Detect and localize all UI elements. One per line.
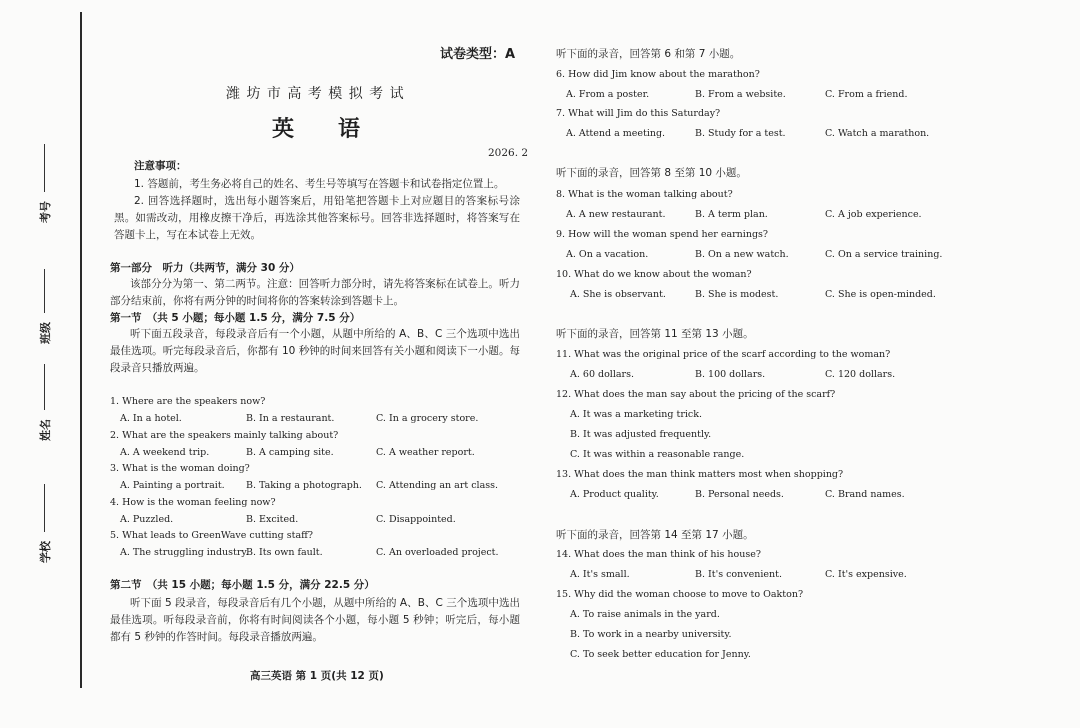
q12-option-a: A. It was a marketing trick. xyxy=(570,409,703,420)
question-15: 15. Why did the woman choose to move to Oakton? xyxy=(556,589,804,600)
part1-intro: 该部分分为第一、第二两节。注意：回答听力部分时，请先将答案标在试卷上。听力部分结束前，你将有两分钟的时间将你的答案转涂到答题卡上。 xyxy=(110,278,520,307)
q3-option-b: B. Taking a photograph. xyxy=(246,480,362,491)
question-1: 1. Where are the speakers now? xyxy=(110,396,266,407)
q15-option-c: C. To seek better education for Jenny. xyxy=(570,649,751,660)
q3-option-a: A. Painting a portrait. xyxy=(120,480,225,491)
side-label-kaohao: 考号 xyxy=(39,201,52,223)
question-10: 10. What do we know about the woman? xyxy=(556,269,752,280)
side-field-xingming xyxy=(30,360,60,480)
question-5: 5. What leads to GreenWave cutting staff? xyxy=(110,530,313,541)
subject-title: 英 语 xyxy=(272,117,361,142)
q14-option-b: B. It's convenient. xyxy=(695,569,782,580)
question-6: 6. How did Jim know about the marathon? xyxy=(556,69,760,80)
q7-option-c: C. Watch a marathon. xyxy=(825,128,930,139)
exam-date: 2026. 2 xyxy=(488,147,529,159)
q5-option-b: B. Its own fault. xyxy=(246,547,323,558)
side-label-xuexiao: 学校 xyxy=(39,541,52,563)
side-field-xuexiao xyxy=(30,480,60,600)
q2-option-c: C. A weather report. xyxy=(376,447,475,458)
side-rule xyxy=(44,144,45,192)
question-11: 11. What was the original price of the scarf according to the woman? xyxy=(556,349,891,360)
page-footer: 高三英语 第 1 页(共 12 页) xyxy=(250,670,384,682)
side-rule xyxy=(44,484,45,532)
instr-14-17: 听下面的录音，回答第 14 至第 17 小题。 xyxy=(556,529,754,541)
side-rule xyxy=(44,364,45,410)
q9-option-b: B. On a new watch. xyxy=(695,249,789,260)
q12-option-b: B. It was adjusted frequently. xyxy=(570,429,712,440)
notice-item-1: 1. 答题前，考生务必将自己的姓名、考生号等填写在答题卡和试卷指定位置上。 xyxy=(134,178,505,190)
q12-option-c: C. It was within a reasonable range. xyxy=(570,449,745,460)
question-3: 3. What is the woman doing? xyxy=(110,463,250,474)
q9-option-a: A. On a vacation. xyxy=(566,249,649,260)
side-rule xyxy=(44,269,45,313)
question-13: 13. What does the man think matters most when shopping? xyxy=(556,469,844,480)
q7-option-a: A. Attend a meeting. xyxy=(566,128,666,139)
q2-option-a: A. A weekend trip. xyxy=(120,447,210,458)
q11-option-b: B. 100 dollars. xyxy=(695,369,766,380)
q7-option-b: B. Study for a test. xyxy=(695,128,786,139)
section2-instr: 听下面 5 段录音，每段录音后有几个小题，从题中所给的 A、B、C 三个选项中选出最佳选项。听每段录音前，你将有时间阅读各个小题，每小题 5 秒钟；听完后，每小题都有 5 秒钟的作答时间。每段录音播放两遍。 xyxy=(110,597,520,643)
section2-title: 第二节 （共 15 小题；每小题 1.5 分，满分 22.5 分） xyxy=(110,579,375,591)
q6-option-b: B. From a website. xyxy=(695,89,786,100)
q1-option-b: B. In a restaurant. xyxy=(246,413,335,424)
question-9: 9. How will the woman spend her earnings? xyxy=(556,229,768,240)
q4-option-a: A. Puzzled. xyxy=(120,514,174,525)
exam-title: 潍 坊 市 高 考 模 拟 考 试 xyxy=(226,86,405,102)
side-field-kaohao xyxy=(30,140,60,260)
q3-option-c: C. Attending an art class. xyxy=(376,480,499,491)
question-7: 7. What will Jim do this Saturday? xyxy=(556,108,721,119)
q8-option-c: C. A job experience. xyxy=(825,209,922,220)
q10-option-c: C. She is open-minded. xyxy=(825,289,936,300)
question-14: 14. What does the man think of his house? xyxy=(556,549,761,560)
q10-option-a: A. She is observant. xyxy=(570,289,666,300)
notice-item-2: 2. 回答选择题时，选出每小题答案后，用铅笔把答题卡上对应题目的答案标号涂黑。如需改动，用橡皮擦干净后，再选涂其他答案标号。回答非选择题时，将答案写在答题卡上，写在本试卷上无效。 xyxy=(114,195,520,241)
q14-option-a: A. It's small. xyxy=(570,569,630,580)
q11-option-a: A. 60 dollars. xyxy=(570,369,634,380)
q1-option-c: C. In a grocery store. xyxy=(376,413,479,424)
q8-option-b: B. A term plan. xyxy=(695,209,768,220)
q13-option-b: B. Personal needs. xyxy=(695,489,784,500)
section1-title: 第一节 （共 5 小题；每小题 1.5 分，满分 7.5 分） xyxy=(110,312,361,324)
paper-type: 试卷类型：A xyxy=(440,47,516,62)
part1-title: 第一部分 听力（共两节，满分 30 分） xyxy=(110,262,300,274)
q8-option-a: A. A new restaurant. xyxy=(566,209,666,220)
side-label-banji: 班级 xyxy=(39,322,52,344)
q15-option-a: A. To raise animals in the yard. xyxy=(570,609,720,620)
q9-option-c: C. On a service training. xyxy=(825,249,943,260)
question-8: 8. What is the woman talking about? xyxy=(556,189,733,200)
question-12: 12. What does the man say about the pricing of the scarf? xyxy=(556,389,836,400)
q13-option-a: A. Product quality. xyxy=(570,489,659,500)
q1-option-a: A. In a hotel. xyxy=(120,413,182,424)
q5-option-c: C. An overloaded project. xyxy=(376,547,499,558)
q4-option-b: B. Excited. xyxy=(246,514,299,525)
instr-6-7: 听下面的录音，回答第 6 和第 7 小题。 xyxy=(556,48,741,60)
q13-option-c: C. Brand names. xyxy=(825,489,905,500)
q6-option-a: A. From a poster. xyxy=(566,89,650,100)
q10-option-b: B. She is modest. xyxy=(695,289,779,300)
instr-11-13: 听下面的录音，回答第 11 至第 13 小题。 xyxy=(556,328,754,340)
question-4: 4. How is the woman feeling now? xyxy=(110,497,276,508)
instr-8-10: 听下面的录音，回答第 8 至第 10 小题。 xyxy=(556,167,747,179)
side-label-xingming: 姓名 xyxy=(39,419,52,441)
section1-instr: 听下面五段录音，每段录音后有一个小题，从题中所给的 A、B、C 三个选项中选出最佳选项。听完每段录音后，你都有 10 秒钟的时间来回答有关小题和阅读下一小题。每段录音只播放两遍。 xyxy=(110,328,520,374)
q11-option-c: C. 120 dollars. xyxy=(825,369,896,380)
notice-heading: 注意事项： xyxy=(134,160,187,172)
q4-option-c: C. Disappointed. xyxy=(376,514,456,525)
q14-option-c: C. It's expensive. xyxy=(825,569,907,580)
q15-option-b: B. To work in a nearby university. xyxy=(570,629,732,640)
q5-option-a: A. The struggling industry. xyxy=(120,547,249,558)
q2-option-b: B. A camping site. xyxy=(246,447,334,458)
q6-option-c: C. From a friend. xyxy=(825,89,908,100)
question-2: 2. What are the speakers mainly talking about? xyxy=(110,430,339,441)
binding-line xyxy=(80,12,82,688)
